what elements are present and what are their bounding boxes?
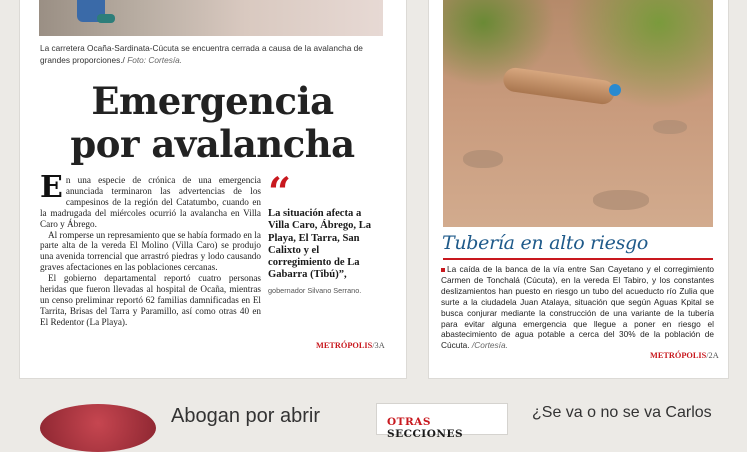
pull-quote (268, 169, 378, 295)
pipe-risk-article-card (429, 0, 728, 378)
title-divider (443, 258, 713, 260)
photo-pipe-shape (502, 66, 616, 105)
section-name: METRÓPOLIS (650, 351, 707, 360)
photo-pipe-cap-shape (609, 84, 621, 96)
photo-caption (40, 42, 385, 66)
other-sections-label-red: OTRAS (387, 416, 431, 428)
quote-mark-icon: “ (268, 169, 292, 216)
photo-credit: /Cortesía. (471, 340, 508, 351)
avalanche-article-card (20, 0, 406, 378)
photo-rock-shape (463, 150, 503, 168)
other-sections-button[interactable] (377, 404, 507, 440)
article-body (40, 170, 261, 328)
article-paragraph: Al romperse un represamiento que se había formado en la parte alta de la vereda El Molino (Villa Caro) se produjo una avenida torrencial que arrastró piedras y lodo causando graves afectaciones en las poblaciones cercanas. (40, 229, 261, 273)
quote-text: La situación afecta a Villa Caro, Ábrego, La Playa, El Tarra, San Calixto y el corregimiento de La Gabarra (Tibú)”, (268, 208, 372, 281)
headline-line-1: Emergencia (91, 79, 334, 123)
other-sections-label (387, 416, 507, 440)
article-title[interactable]: Tubería en alto riesgo (442, 232, 649, 254)
page-number: /3A (372, 341, 385, 350)
promo-headline-left[interactable]: Abogan por abrir (171, 405, 320, 427)
section-page-reference[interactable] (650, 351, 719, 360)
article-body (441, 264, 714, 351)
photo-shoe-shape (97, 14, 115, 23)
page-number: /2A (706, 351, 719, 360)
body-text: La caída de la banca de la vía entre San Cayetano y el corregimiento Carmen de Tonchalá (Cúcuta), en la vereda El Tabiro, y los constantes deslizamientos han puesto en riesgo un tubo del acueducto río Zulia que surte a la ciudadela Juan Atalaya, situación que según Aguas Kpital se busca conjurar mediante la construcción de una variante de la tubería para evitar alguna emergencia que llegue a poner en riesgo el abastecimiento de agua potable a cerca del 30% de la población de Cúcuta. (441, 264, 714, 351)
promo-headline-right[interactable]: ¿Se va o no se va Carlos (532, 404, 712, 421)
pipe-photo (443, 0, 713, 227)
article-headline[interactable] (60, 80, 365, 166)
road-photo (39, 0, 383, 36)
photo-rock-shape (593, 190, 649, 210)
article-paragraph (40, 170, 261, 230)
paragraph-1-text: n una especie de crónica de una emergencia anunciada terminaron las advertencias de los campesinos de la región del Catatumbo, cuando en la madrugada del miércoles ocurrió la avalancha en Villa Caro y Ábrego. (40, 175, 261, 229)
caption-text: La carretera Ocaña-Sardinata-Cúcuta se encuentra cerrada a causa de la avalancha de grandes proporciones./ (40, 43, 363, 65)
photo-rock-shape (653, 120, 687, 134)
drop-cap: E (40, 170, 63, 205)
other-sections-label-rest: SECCIONES (387, 428, 464, 440)
section-page-reference[interactable] (316, 341, 385, 350)
section-name: METRÓPOLIS (316, 341, 373, 350)
headline-line-2: por avalancha (70, 122, 355, 166)
caption-credit: Foto: Cortesía. (127, 55, 183, 65)
article-paragraph: El gobierno departamental reportó cuatro personas heridas que fueron llevadas al hospital de Ocaña, mientras un censo preliminar reportó 62 familias damnificadas en El Tarrita, Brisas del Tarra y Paramillo, así como otras 40 en El Redentor (La Playa). (40, 273, 261, 327)
promo-thumbnail[interactable] (40, 404, 156, 452)
square-bullet-icon (441, 268, 445, 272)
quote-author: gobernador Silvano Serrano. (268, 285, 362, 295)
